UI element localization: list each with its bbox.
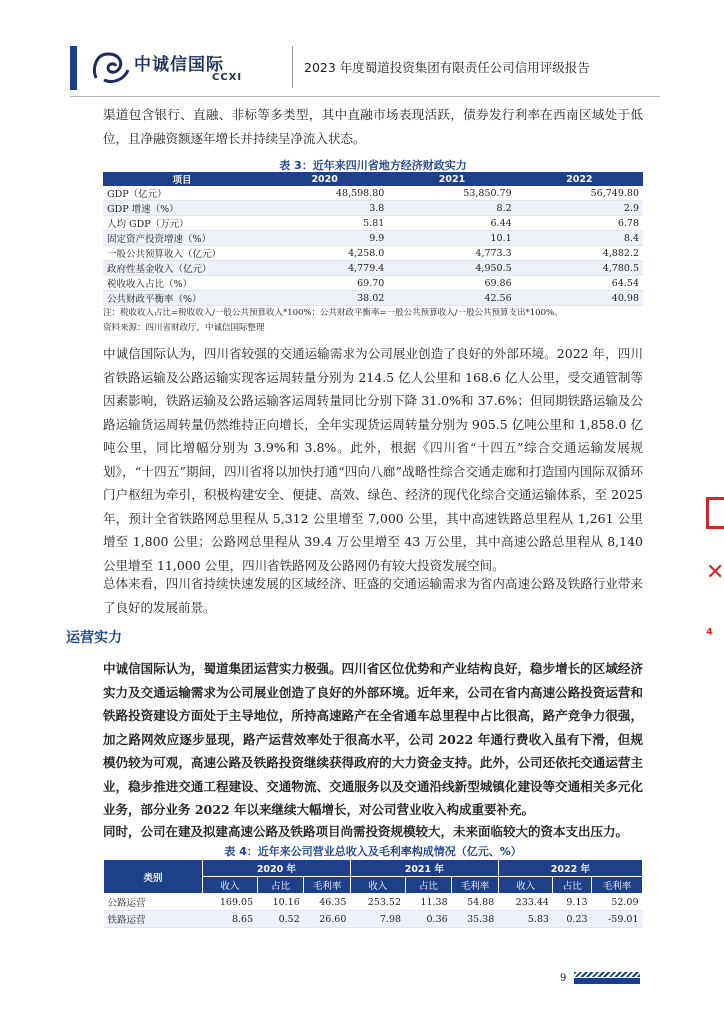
table-cell: 52.09 (592, 894, 643, 911)
table-cell: 人均 GDP（万元） (103, 216, 261, 231)
page-header (70, 40, 660, 102)
table4-subheader: 毛利率 (304, 877, 351, 894)
table4-caption: 表 4：近年来公司营业总收入及毛利率构成情况（亿元、%） (224, 845, 522, 858)
table-cell: 26.60 (304, 911, 351, 928)
section-title-operations: 运营实力 (66, 630, 122, 646)
table3-source: 资料来源：四川省财政厅，中诚信国际整理 (103, 323, 265, 333)
table-row (103, 261, 643, 276)
table-cell: 0.36 (405, 911, 452, 928)
table-cell: 46.35 (304, 894, 351, 911)
table-cell: 5.83 (498, 911, 553, 928)
table-cell: 公共财政平衡率（%） (103, 291, 261, 306)
table-cell: 3.8 (261, 201, 388, 216)
table-cell: 233.44 (498, 894, 553, 911)
table4-subheader: 毛利率 (452, 877, 499, 894)
table4-year-row (104, 860, 643, 877)
logo-text-en: CCXI (212, 72, 243, 83)
table4-subheader: 占比 (553, 877, 592, 894)
table4-year-header: 2022 年 (498, 860, 642, 877)
header-accent-bar (70, 46, 77, 90)
table-cell: 10.1 (388, 231, 515, 246)
table-cell: 0.52 (257, 911, 304, 928)
table-cell: 4,950.5 (388, 261, 515, 276)
table-cell: 7.98 (350, 911, 405, 928)
table-cell: 69.70 (261, 276, 388, 291)
footer-bar (574, 978, 640, 984)
table-cell: 4,773.3 (388, 246, 515, 261)
table-cell: GDP（亿元） (103, 186, 261, 201)
paragraph-financing: 渠道包含银行、直融、非标等多类型，其中直融市场表现活跃，债券发行利率在西南区域处于低位，且净融资额逐年增长并持续呈净流入状态。 (103, 107, 643, 146)
table3-header: 2022 (516, 172, 643, 186)
table-cell: 9.13 (553, 894, 592, 911)
table-cell: 8.65 (203, 911, 258, 928)
table-cell: 35.38 (452, 911, 499, 928)
table4-subheader: 收入 (350, 877, 405, 894)
table3-header: 项目 (103, 172, 261, 186)
table-cell: 6.44 (388, 216, 515, 231)
header-rule (70, 96, 660, 97)
table-cell: 54.88 (452, 894, 499, 911)
logo-mark-icon (90, 48, 132, 86)
table-cell: 56,749.80 (516, 186, 643, 201)
table-row (104, 894, 643, 911)
table-cell: 4,779.4 (261, 261, 388, 276)
red-seal-fragment: ⁴ (706, 625, 714, 644)
table-row (103, 276, 643, 291)
table3-header: 2020 (261, 172, 388, 186)
paragraph-summary: 总体来看，四川省持续快速发展的区域经济、旺盛的交通运输需求为省内高速公路及铁路行业带来了良好的发展前景。 (103, 576, 643, 615)
table-cell: 政府性基金收入（亿元） (103, 261, 261, 276)
table-cell: 42.56 (388, 291, 515, 306)
table-cell: 一般公共预算收入（亿元） (103, 246, 261, 261)
table-cell: 4,780.5 (516, 261, 643, 276)
table-cell: 253.52 (350, 894, 405, 911)
red-seal-fragment (706, 497, 724, 529)
red-seal-fragment: ✕ (706, 560, 724, 585)
table3-economy (103, 172, 643, 306)
table4-year-header: 2021 年 (350, 860, 498, 877)
table4-subheader: 收入 (498, 877, 553, 894)
table-cell: 8.4 (516, 231, 643, 246)
table3-header-row (103, 172, 643, 186)
table3-caption: 表 3：近年来四川省地方经济财政实力 (279, 159, 467, 172)
table-cell: 4,882.2 (516, 246, 643, 261)
table4-year-header: 2020 年 (203, 860, 351, 877)
table-row (103, 246, 643, 261)
table-cell: 11.38 (405, 894, 452, 911)
page-number: 9 (560, 973, 567, 984)
table-row (103, 201, 643, 216)
table-row (103, 231, 643, 246)
report-title: 2023 年度蜀道投资集团有限责任公司信用评级报告 (304, 60, 590, 75)
table3-header: 2021 (388, 172, 515, 186)
table-row (103, 216, 643, 231)
table-cell: 固定资产投资增速（%） (103, 231, 261, 246)
logo-text-cn: 中诚信国际 (134, 55, 224, 75)
table-cell: 53,850.79 (388, 186, 515, 201)
table-cell: GDP 增速（%） (103, 201, 261, 216)
table-cell: 10.16 (257, 894, 304, 911)
table-cell: 9.9 (261, 231, 388, 246)
ccxi-logo (90, 48, 290, 88)
table-cell: 铁路运营 (104, 911, 203, 928)
table3-note: 注：税收收入占比=税收收入/一般公共预算收入*100%；公共财政平衡率=一般公共预算收入/一般公共预算支出*100%。 (103, 308, 563, 318)
table-cell: 0.23 (553, 911, 592, 928)
table-cell: 5.81 (261, 216, 388, 231)
header-separator (292, 46, 293, 88)
table-cell: 64.54 (516, 276, 643, 291)
table-cell: 69.86 (388, 276, 515, 291)
paragraph-transport-demand: 中诚信国际认为，四川省较强的交通运输需求为公司展业创造了良好的外部环境。2022 年，四川省铁路运输及公路运输实现客运周转量分别为 214.5 亿人公里和 168.6 亿人公里，受交通管制等因素影响，铁路运输及公路运输客运周转量同比分别下降 31.0%和 37.6%；但同期铁路运输及公路运输货运周转量仍然维持正向增长，全年实现货运周转量分别为 905.5 亿吨公里和 1,858.0 亿吨公里，同比增幅分别为 3.9%和 3.8%。此外，根据《四川省“十四五”综合交通运输发展规划》，“十四五”期间，四川省将以加快打通“四向八廊”战略性综合交通走廊和打造国内国际双循环门户枢纽为牵引，积极构建安全、便捷、高效、绿色、经济的现代化综合交通运输体系，至 2025 年，预计全省铁路网总里程从 5,312 公里增至 7,000 公里，其中高速铁路总里程从 1,261 公里增至 1,800 公里；公路网总里程从 39.4 万公里增至 43 万公里，其中高速公路总里程从 8,140 公里增至 11,000 公里，四川省铁路网及公路网仍有较大投资发展空间。 (103, 346, 643, 573)
table-cell: 6.78 (516, 216, 643, 231)
table4-category-header: 类别 (104, 860, 203, 894)
table-cell: 公路运营 (104, 894, 203, 911)
table-cell: 4,258.0 (261, 246, 388, 261)
table-cell: 税收收入占比（%） (103, 276, 261, 291)
table4-subheader: 收入 (203, 877, 258, 894)
table4-subheader: 毛利率 (592, 877, 643, 894)
paragraph-capex-pressure: 同时，公司在建及拟建高速公路及铁路项目尚需投资规模较大，未来面临较大的资本支出压力。 (103, 824, 629, 839)
table-cell: 40.98 (516, 291, 643, 306)
table-cell: -59.01 (592, 911, 643, 928)
table-cell: 169.05 (203, 894, 258, 911)
table-cell: 2.9 (516, 201, 643, 216)
table-row (103, 291, 643, 306)
footer-stripes (574, 972, 640, 977)
table-cell: 8.2 (388, 201, 515, 216)
table4-subheader: 占比 (257, 877, 304, 894)
table-row (103, 186, 643, 201)
table-row (104, 911, 643, 928)
table-cell: 38.02 (261, 291, 388, 306)
table4-subheader: 占比 (405, 877, 452, 894)
table4-revenue (103, 859, 643, 928)
paragraph-operations-key: 中诚信国际认为，蜀道集团运营实力极强。四川省区位优势和产业结构良好，稳步增长的区域经济实力及交通运输需求为公司展业创造了良好的外部环境。近年来，公司在省内高速公路投资运营和铁路投资建设方面处于主导地位，所持高速路产在全省通车总里程中占比很高，路产竞争力很强，加之路网效应逐步显现，路产运营效率处于很高水平，公司 2022 年通行费收入虽有下滑，但规模仍较为可观，高速公路及铁路投资继续获得政府的大力资金支持。此外，公司还依托交通运营主业，稳步推进交通工程建设、交通物流、交通服务以及交通沿线新型城镇化建设等交通相关多元化业务，部分业务 2022 年以来继续大幅增长，对公司营业收入构成重要补充。 (103, 661, 643, 817)
table-cell: 48,598.80 (261, 186, 388, 201)
